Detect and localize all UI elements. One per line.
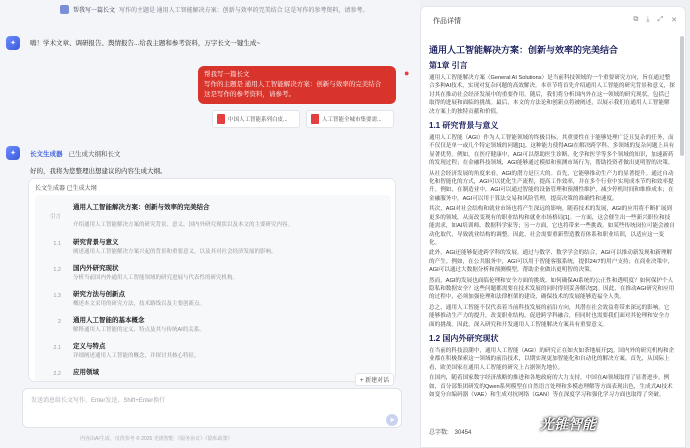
attachment-card[interactable] bbox=[212, 110, 300, 128]
outline-item-desc: 概述本文采用的研究方法，技术路线以及主要创新点。 bbox=[73, 301, 206, 307]
generator-status: 已生成大纲和长文 bbox=[68, 151, 121, 158]
outline-item-desc: 分析当前国内外通用人工智能领域的研究进展与代表性的研究机构。 bbox=[73, 275, 239, 281]
expand-icon[interactable]: ⤢ bbox=[657, 16, 664, 23]
app-icon bbox=[60, 5, 69, 14]
attachment-name: 人工智能全城市集要需... bbox=[322, 117, 382, 123]
generator-tag: 长文生成器 bbox=[30, 151, 63, 158]
footer-text: 内容由AI生成，仅供参考 © 2025 光锥智能 《服务协议》《隐私政策》 bbox=[80, 436, 233, 442]
attachment-card[interactable] bbox=[306, 110, 394, 128]
outline-item-desc: 详细阐述通用人工智能的概念，并探讨其核心特征。 bbox=[73, 353, 200, 359]
paragraph: 在当前的科技浪潮中，通用人工智能（AGI）的研究正在如火如荼地展开[2]。国内外的研究机构和企业都在积极探索这一领域的前沿技术，以期实现更加智能化和自动化的解决方案。首先，从国际上看，欧美国家在通用人工智能的研究上占据领先地位。 bbox=[429, 347, 675, 371]
generator-intro: 好的，我将为您整理出想建议的内容生成大纲。 bbox=[30, 168, 167, 175]
send-button[interactable]: ➤ bbox=[386, 414, 398, 426]
outline-line-number: 1.1 bbox=[53, 241, 61, 247]
paragraph: 然而，AGI的发展也面临伦理和安全方面的挑战。如何确保AI系统的公正性和透明度？如何保护个人隐私和数据安全？这些问题都需要在技术发展的同时得到妥善解决[2]。因此，在推动AGI研究和应用的过程中，必须加强伦理和法律框架的建设，确保技术的发展能够造福全人类。 bbox=[429, 277, 675, 301]
outline-item-title: 通用人工智能解决方案：创新与效率的完美结合 bbox=[73, 204, 210, 211]
ai-avatar-icon: ✦ bbox=[6, 36, 20, 50]
outline-line-number: 2 bbox=[57, 319, 61, 325]
conversation-title-tail: 写作的主题是 通用人工智能解决方案：创新与效率的完美结合 这是写作的参考资料，请参考。 bbox=[119, 8, 369, 14]
brand-watermark: 光锥智能 bbox=[540, 416, 596, 432]
attachment-name: 中国人工智能系列白皮... bbox=[228, 117, 288, 123]
conversation-title-bar bbox=[60, 3, 400, 16]
word-count bbox=[429, 427, 471, 436]
outline-line-number: 1.2 bbox=[53, 267, 61, 273]
section-heading: 1.1 研究背景与意义 bbox=[429, 121, 499, 131]
conversation-title: 帮我写一篇长文 bbox=[73, 8, 116, 14]
outline-list[interactable] bbox=[35, 195, 391, 382]
new-conversation-label: 新建对话 bbox=[365, 378, 390, 384]
word-count-value: 30454 bbox=[454, 430, 472, 436]
paragraph: 从社会经济发展的角度来看，AGI的潜力是巨大的。首先，它能够推动生产力的显著提升。通过自动化和智能化的方式，AGI可以优化生产流程，提高工作效率，并在多个行业中实现成本节约和效率提升。例如，在制造业中，AGI可以通过智能的设备管理和预测性维护，减少停机时间和维修成本；在金融服务中，AGI可以用于算法交易和风险管理，提高决策的准确性和速度。 bbox=[429, 170, 674, 202]
user-avatar-icon: ● bbox=[404, 68, 410, 78]
paragraph: 在国内，随着国家数字经济战略的推进和各地政府的大力支持，中国在AI领域取得了显著进步。例如，首分部集团研发的Qwen系列模型在自然语言处理和多模态理解等方面表现出色，生成式AI技术如变分自编码器（VAE）和生成对抗网络（GAN）等在深度学习和强化学习方面也取得了突破。 bbox=[429, 375, 673, 398]
user-message-line: 写作的主题是 通用人工智能解决方案：创新与效率的完美结合 bbox=[204, 81, 382, 88]
chapter-heading: 第1章 引言 bbox=[429, 61, 468, 70]
outline-line-number: 2.2 bbox=[53, 371, 61, 377]
pdf-file-icon bbox=[311, 114, 319, 124]
panel-toolbar bbox=[633, 16, 677, 24]
outline-item-desc: 阐述通用人工智能解决方案兴起的背景和重要意义，以及其对社会经济发展的影响。 bbox=[73, 249, 277, 255]
close-icon[interactable]: ✕ bbox=[671, 17, 677, 24]
document-title: 通用人工智能解决方案：创新与效率的完美结合 bbox=[429, 45, 619, 55]
outline-item-title: 研究方法与创新点 bbox=[73, 291, 125, 298]
message-input-placeholder: 发送消息给长文写作，Enter发送，Shift+Enter换行 bbox=[31, 398, 166, 404]
outline-item-title: 定义与特点 bbox=[73, 343, 106, 350]
user-message bbox=[198, 66, 396, 104]
user-message-line: 这是写作的参考资料，请参考。 bbox=[204, 91, 295, 98]
outline-item-title: 通用人工智能的基本概念 bbox=[73, 317, 145, 324]
new-conversation-button[interactable]: + 新建对话 bbox=[355, 373, 394, 386]
outline-card bbox=[28, 178, 396, 382]
outline-line-number: 1.3 bbox=[53, 293, 61, 299]
section-heading: 1.2 国内外研究现状 bbox=[429, 333, 499, 343]
message-input[interactable] bbox=[22, 388, 402, 428]
user-message-line: 帮我写一篇长文 bbox=[204, 71, 250, 78]
document-scrollbar[interactable] bbox=[680, 36, 684, 156]
ai-greeting: 嗨！学术文章、调研报告、舆情报告...给我主题和参考资料，万字长文一键生成~ bbox=[30, 40, 261, 47]
paragraph: 总之，通用人工智能不仅代表着当前科技发展的前沿方向，其潜在社会效益将带来深远的影响。它能够推动生产力的提升，改变职业结构，促进跨学科融合，但同时也需要我们面对其伦理和安全方面的挑战。因此，深入研究和开发通用人工智能解决方案具有重要意义。 bbox=[429, 304, 670, 328]
outline-item-desc: 解释通用人工智能的定义、特点及其与传统AI的关系。 bbox=[73, 327, 205, 333]
outline-item-desc: 介绍通用人工智能解决方案的研究背景、意义、国内外研究现状以及本文的主要研究内容。 bbox=[73, 222, 294, 228]
outline-item-title: 国内外研究现状 bbox=[73, 265, 119, 272]
ai-avatar-icon: ✦ bbox=[6, 146, 20, 160]
pdf-file-icon bbox=[217, 114, 225, 124]
outline-header: 长文生成器 已生成大纲 bbox=[35, 186, 97, 192]
paragraph: 通用人工智能（AGI）作为人工智能领域的终极目标，其重要性在于能够处理广泛且复杂的任务，而不仅仅是单一或几个特定领域的问题[1]。这种能力使得AGI在解决跨学科、多领域的复杂问题上具有显著优势。例如，在医疗健康中，AGI可以帮助医生诊断、化学和医学等多个领域的知识，加速新药的发现过程；在金融科技领域，AGI能够通过模拟和预测市场行为，帮助投资者做出更明智的决策。 bbox=[429, 135, 675, 167]
copy-icon[interactable]: ⧉ bbox=[633, 16, 639, 23]
document-panel bbox=[420, 6, 686, 448]
paragraph: 其次，AGI对社会结构和就业市场也将产生深远的影响。随着技术的发展，AGI的应用将不断扩展到更多的领域，从而改变现有的职业结构和就业市场格局[1]。一方面，这会催生出一些新兴职位和技能需求，如AI培训师、数据科学家等；另一方面，它也将带来一些挑战，如某些传统岗位可能会被自动化取代，导致就业结构的调整。因此，社会需要重新塑造教育体系和职业培训，以适应这一变化。 bbox=[429, 206, 675, 246]
document-content[interactable] bbox=[429, 39, 675, 417]
panel-title: 作品详情 bbox=[433, 18, 461, 25]
outline-line-number: 2.1 bbox=[53, 345, 61, 351]
paragraph: 此外，AGI还能够促进跨学科的发展。通过与数学、数学学会的结合，AGI可以推动新发现和新理解的产生。例如，在公共服务中，AGI可以用于智能客服系统，提供24/7的用户支持；在商业决策中，AGI可以通过大数据分析和预测模型，帮助企业做出更明智的决策。 bbox=[429, 250, 674, 274]
outline-item-title: 研究背景与意义 bbox=[73, 239, 119, 246]
outline-item-title: 应用领域 bbox=[73, 369, 99, 376]
paragraph: 通用人工智能解决方案（General AI Solutions）是当前科技领域的一个重要研究方向，旨在通过整合多种AI技术，实现对复杂问题的高效解决。本章节将首先介绍通用人工智能的研究背景和意义，探讨其在推动社会经济发展中的重要作用。随后，我们将分析国内外在这一领域的研究现状，包括已取得的进展和面临的挑战。最后，本文的方法论和创新点将被阐述，以展示我们在通用人工智能解决方案上的独特贡献和价值。 bbox=[429, 75, 675, 115]
generator-header bbox=[30, 149, 121, 158]
download-icon[interactable]: ⤓ bbox=[646, 16, 650, 23]
outline-side-label: 引言 bbox=[49, 214, 61, 220]
word-count-label: 总字数: bbox=[429, 430, 449, 436]
